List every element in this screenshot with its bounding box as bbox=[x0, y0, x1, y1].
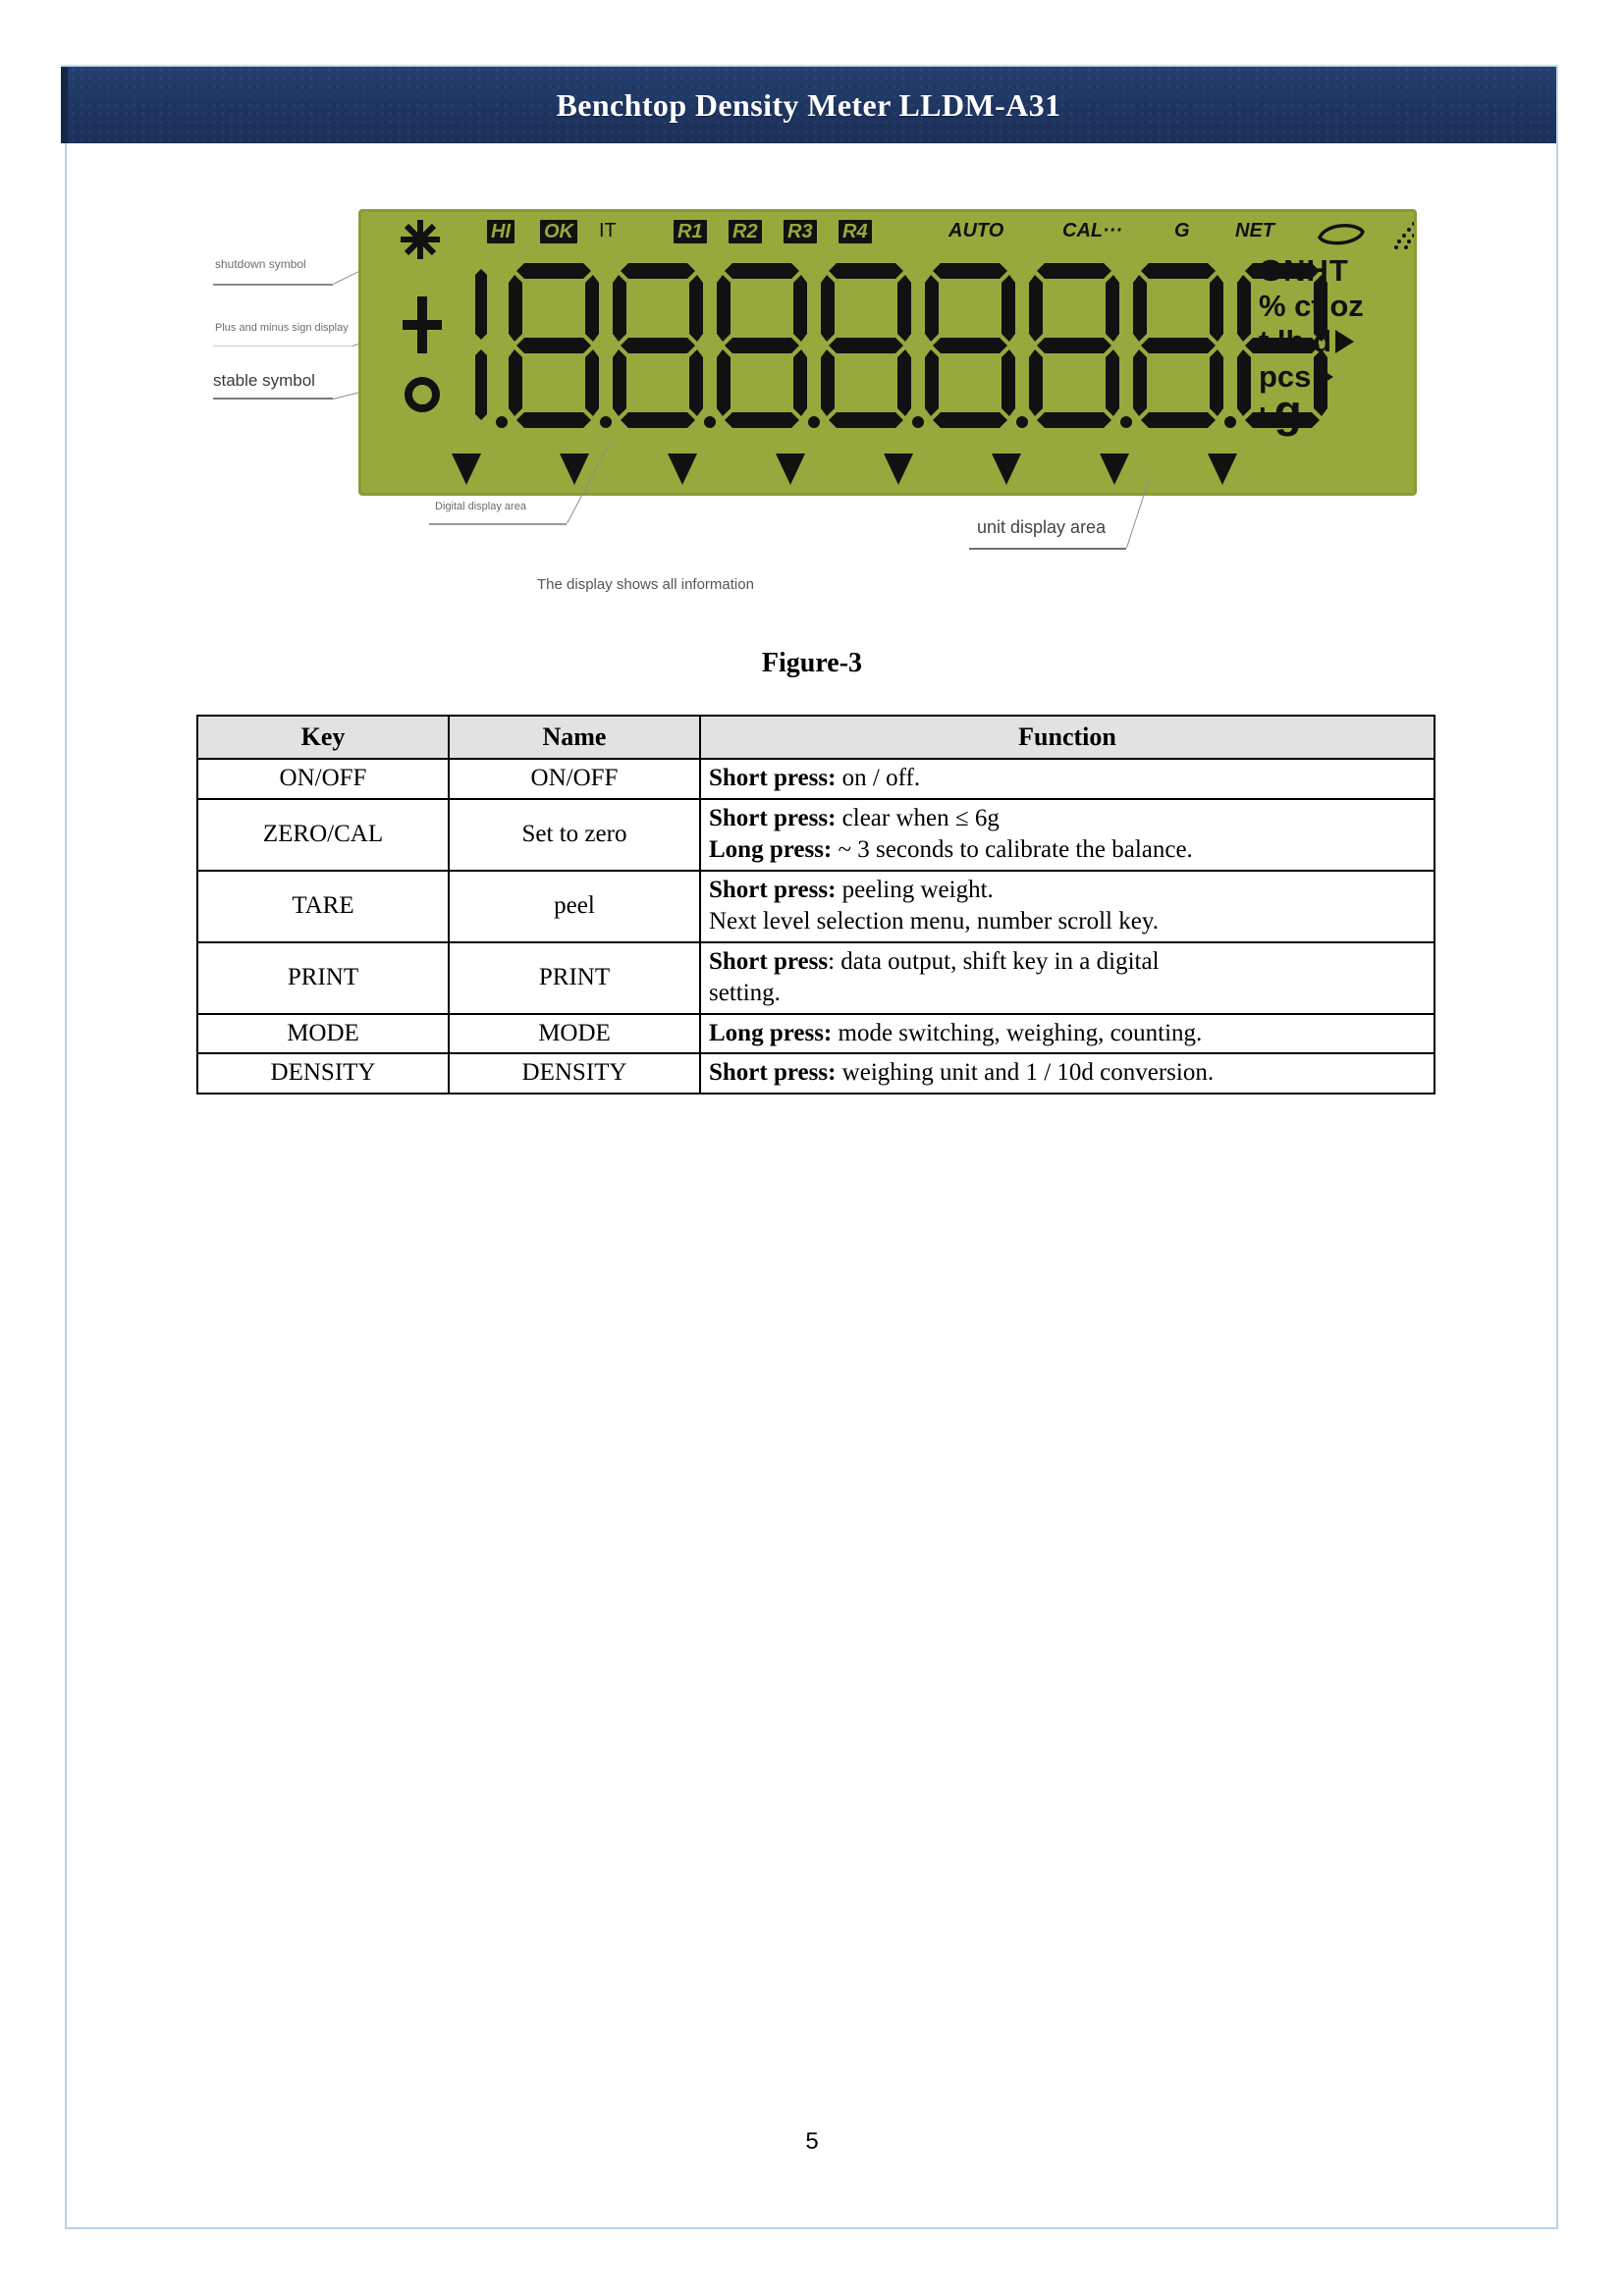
table-header-row bbox=[197, 716, 1435, 759]
annotation-unit-display-area: unit display area bbox=[977, 517, 1107, 537]
lcd-triangle-marker bbox=[992, 454, 1021, 485]
lcd-decimal-point bbox=[600, 416, 612, 428]
lcd-digit bbox=[717, 259, 807, 434]
lcd-decimal-point bbox=[704, 416, 716, 428]
annotation-shutdown-underline bbox=[213, 284, 333, 286]
unit-k-label: k bbox=[1259, 402, 1274, 433]
annotation-digital-display-area: Digital display area bbox=[435, 501, 526, 512]
function-line bbox=[709, 763, 1426, 795]
key-function-table bbox=[196, 715, 1435, 1095]
unit-arrow-icon bbox=[1335, 330, 1354, 353]
cell-key: DENSITY bbox=[197, 1053, 449, 1094]
indicator-cal: CAL··· bbox=[1062, 220, 1123, 241]
function-line bbox=[709, 1018, 1426, 1050]
lcd-triangle-marker bbox=[668, 454, 697, 485]
lcd-triangle-marker bbox=[776, 454, 805, 485]
annotation-stable-symbol: stable symbol bbox=[213, 371, 315, 390]
cell-function bbox=[700, 759, 1435, 799]
lcd-digit bbox=[821, 259, 911, 434]
indicator-r3: R3 bbox=[784, 220, 817, 243]
annotation-shutdown-symbol: shutdown symbol bbox=[215, 257, 306, 271]
lcd-digit bbox=[925, 259, 1015, 434]
figure-note: The display shows all information bbox=[537, 576, 754, 593]
cell-function bbox=[700, 1014, 1435, 1054]
function-text: mode switching, weighing, counting. bbox=[832, 1019, 1203, 1046]
function-line bbox=[709, 875, 1426, 907]
unit-row-t-lb-d bbox=[1259, 326, 1404, 356]
cell-function bbox=[700, 1053, 1435, 1094]
lcd-decimal-point bbox=[912, 416, 924, 428]
function-text: on / off. bbox=[836, 765, 921, 791]
lcd-display-panel bbox=[358, 209, 1417, 496]
function-label: Short press: bbox=[709, 804, 837, 831]
lcd-unit-display-area bbox=[1259, 253, 1404, 437]
leaf-icon bbox=[1316, 222, 1367, 247]
lcd-triangle-marker bbox=[1100, 454, 1129, 485]
table-row bbox=[197, 759, 1435, 799]
cell-function bbox=[700, 799, 1435, 871]
function-text: setting. bbox=[709, 980, 781, 1006]
lcd-triangle-marker-row bbox=[452, 454, 1316, 487]
lcd-digit bbox=[448, 259, 495, 434]
lcd-digit-area bbox=[448, 259, 1327, 434]
lcd-triangle-marker bbox=[1208, 454, 1237, 485]
annotation-plus-minus: Plus and minus sign display bbox=[215, 322, 349, 334]
function-text: peeling weight. bbox=[836, 876, 994, 903]
table-row bbox=[197, 799, 1435, 871]
indicator-g: G bbox=[1174, 220, 1190, 241]
function-line bbox=[709, 803, 1426, 835]
cell-name: PRINT bbox=[449, 942, 700, 1014]
lcd-triangle-marker bbox=[452, 454, 481, 485]
page-title: Benchtop Density Meter LLDM-A31 bbox=[556, 86, 1061, 123]
lcd-digit bbox=[613, 259, 703, 434]
indicator-r4: R4 bbox=[839, 220, 872, 243]
lcd-digit bbox=[1133, 259, 1223, 434]
lcd-decimal-point bbox=[1120, 416, 1132, 428]
annotation-plus-minus-underline bbox=[213, 346, 352, 347]
cell-key: ZERO/CAL bbox=[197, 799, 449, 871]
unit-row-pct-ct-oz: % ct oz bbox=[1259, 289, 1364, 323]
function-label: Long press: bbox=[709, 836, 833, 863]
plus-vertical-bar bbox=[417, 296, 427, 353]
column-header-key: Key bbox=[197, 716, 449, 759]
table-row bbox=[197, 1014, 1435, 1054]
table-row bbox=[197, 1053, 1435, 1094]
function-label: Short press: bbox=[709, 765, 837, 791]
function-line bbox=[709, 834, 1426, 867]
annotation-digital-underline bbox=[429, 523, 567, 525]
function-line bbox=[709, 946, 1426, 979]
lcd-decimal-point bbox=[808, 416, 820, 428]
function-line bbox=[709, 1057, 1426, 1090]
unit-arrow-icon bbox=[1315, 365, 1333, 389]
table-row bbox=[197, 871, 1435, 942]
unit-row-pcs-label: pcs bbox=[1259, 359, 1312, 394]
lcd-top-indicator-row bbox=[361, 216, 1414, 255]
cell-name: peel bbox=[449, 871, 700, 942]
indicator-ok: OK bbox=[540, 220, 577, 243]
cell-key: ON/OFF bbox=[197, 759, 449, 799]
indicator-auto: AUTO bbox=[948, 220, 1004, 241]
lcd-digit bbox=[1029, 259, 1119, 434]
document-header-banner bbox=[61, 65, 1558, 143]
lcd-decimal-point bbox=[496, 416, 508, 428]
column-header-name: Name bbox=[449, 716, 700, 759]
indicator-r2: R2 bbox=[729, 220, 762, 243]
indicator-net: NET bbox=[1235, 220, 1274, 241]
figure-3-illustration bbox=[211, 196, 1438, 618]
function-label: Short press: bbox=[709, 1059, 837, 1086]
cell-name: DENSITY bbox=[449, 1053, 700, 1094]
cell-name: Set to zero bbox=[449, 799, 700, 871]
stable-circle-icon bbox=[405, 377, 440, 412]
indicator-hi: HI bbox=[487, 220, 514, 243]
function-label: Long press: bbox=[709, 1019, 833, 1046]
indicator-r1: R1 bbox=[674, 220, 707, 243]
function-text: Next level selection menu, number scroll key. bbox=[709, 908, 1159, 934]
unit-row-kg bbox=[1259, 386, 1404, 437]
lcd-decimal-point bbox=[1224, 416, 1236, 428]
function-text: weighing unit and 1 / 10d conversion. bbox=[836, 1059, 1215, 1086]
page-number: 5 bbox=[805, 2128, 819, 2155]
cell-name: MODE bbox=[449, 1014, 700, 1054]
lcd-triangle-marker bbox=[884, 454, 913, 485]
function-text: ~ 3 seconds to calibrate the balance. bbox=[832, 836, 1193, 863]
unit-row-gnht: GNHT bbox=[1259, 253, 1349, 288]
plus-minus-icon bbox=[403, 296, 442, 353]
cell-name: ON/OFF bbox=[449, 759, 700, 799]
lcd-digit bbox=[509, 259, 599, 434]
lcd-triangle-marker bbox=[560, 454, 589, 485]
function-label: Short press: bbox=[709, 876, 837, 903]
annotation-stable-underline bbox=[213, 398, 333, 400]
function-text: clear when ≤ 6g bbox=[836, 804, 1000, 831]
function-text: : data output, shift key in a digital bbox=[828, 947, 1160, 975]
indicator-it: IT bbox=[599, 220, 617, 241]
unit-row-t-lb-d-label: t lb d bbox=[1259, 324, 1332, 358]
annotation-unit-underline bbox=[969, 548, 1126, 550]
dot-triangle-icon bbox=[1394, 220, 1417, 249]
function-line bbox=[709, 906, 1426, 938]
unit-g-label: g bbox=[1273, 386, 1302, 437]
cell-key: PRINT bbox=[197, 942, 449, 1014]
table-row bbox=[197, 942, 1435, 1014]
function-line bbox=[709, 978, 1426, 1010]
lcd-decimal-point bbox=[1016, 416, 1028, 428]
cell-function bbox=[700, 871, 1435, 942]
shutdown-snowflake-icon bbox=[399, 218, 442, 261]
figure-caption: Figure-3 bbox=[761, 648, 863, 678]
cell-key: MODE bbox=[197, 1014, 449, 1054]
cell-function bbox=[700, 942, 1435, 1014]
function-label: Short press bbox=[709, 947, 829, 975]
column-header-function: Function bbox=[700, 716, 1435, 759]
cell-key: TARE bbox=[197, 871, 449, 942]
